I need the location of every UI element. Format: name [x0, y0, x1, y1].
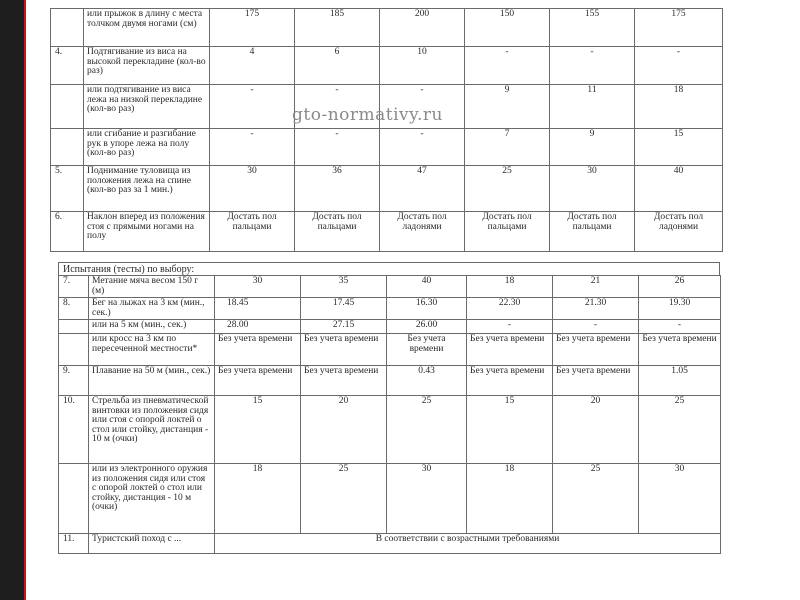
norm-value: 185	[295, 9, 380, 47]
norm-value: 30	[639, 464, 721, 534]
test-name: Туристский поход с ...	[89, 534, 215, 554]
norm-value: 25	[465, 166, 550, 212]
row-number	[51, 85, 84, 129]
table-row	[51, 212, 723, 252]
norm-value: Без учета времени	[301, 334, 387, 366]
norm-value: 30	[550, 166, 635, 212]
row-number: 6.	[51, 212, 84, 252]
row-number	[51, 129, 84, 166]
norm-value: 16.30	[387, 298, 467, 320]
table-row	[59, 276, 721, 298]
row-number: 11.	[59, 534, 89, 554]
row-number: 9.	[59, 366, 89, 396]
table-row	[59, 298, 721, 320]
norm-value: 175	[210, 9, 295, 47]
table-row	[59, 320, 721, 334]
table-row	[59, 334, 721, 366]
norm-value: 21.30	[553, 298, 639, 320]
norm-value: -	[467, 320, 553, 334]
norm-value: 10	[380, 47, 465, 85]
row-number: 10.	[59, 396, 89, 464]
norm-value: -	[295, 85, 380, 129]
norm-value: 15	[635, 129, 723, 166]
norm-value: 18	[467, 464, 553, 534]
norm-value: -	[210, 129, 295, 166]
norm-value: -	[553, 320, 639, 334]
norm-value: 22.30	[467, 298, 553, 320]
table-row	[51, 47, 723, 85]
row-number	[51, 9, 84, 47]
norm-value: Достать пол пальцами	[465, 212, 550, 252]
table-row	[59, 396, 721, 464]
test-name: Бег на лыжах на 3 км (мин., сек.)	[89, 298, 215, 320]
test-name: Метание мяча весом 150 г (м)	[89, 276, 215, 298]
merged-requirement: В соответствии с возрастными требованиями	[215, 534, 721, 554]
norm-value: 25	[639, 396, 721, 464]
norm-value: Достать пол пальцами	[210, 212, 295, 252]
test-name: или из электронного оружия из положения сидя или стоя с опорой локтей о стол или стойку, дистанция - 10 м (очки)	[89, 464, 215, 534]
table-row	[59, 366, 721, 396]
norm-value: 20	[553, 396, 639, 464]
norm-value: 18	[635, 85, 723, 129]
table-row	[59, 464, 721, 534]
test-name: или подтягивание из виса лежа на низкой перекладине (кол-во раз)	[84, 85, 210, 129]
norm-value: 25	[553, 464, 639, 534]
norm-value: Достать пол ладонями	[635, 212, 723, 252]
row-number: 8.	[59, 298, 89, 320]
norm-value: 175	[635, 9, 723, 47]
norm-value: -	[635, 47, 723, 85]
test-name: Плавание на 50 м (мин., сек.)	[89, 366, 215, 396]
table-row	[59, 534, 721, 554]
norm-value: 19.30	[639, 298, 721, 320]
test-name: или сгибание и разгибание рук в упоре лежа на полу (кол-во раз)	[84, 129, 210, 166]
norm-value: 155	[550, 9, 635, 47]
norm-value: 200	[380, 9, 465, 47]
norm-value: 20	[301, 396, 387, 464]
norm-value: 6	[295, 47, 380, 85]
norm-value: -	[550, 47, 635, 85]
norm-value: -	[380, 85, 465, 129]
norm-value: 15	[467, 396, 553, 464]
norms-table-main	[50, 8, 723, 252]
norm-value: Без учета времени	[215, 334, 301, 366]
norm-value: -	[295, 129, 380, 166]
norm-value: Достать пол пальцами	[295, 212, 380, 252]
norm-value: -	[465, 47, 550, 85]
test-name: Наклон вперед из положения стоя с прямыми ногами на полу	[84, 212, 210, 252]
norm-value: 25	[387, 396, 467, 464]
optional-tests-block	[58, 262, 720, 554]
norm-value: 36	[295, 166, 380, 212]
test-name: Поднимание туловища из положения лежа на спине (кол-во раз за 1 мин.)	[84, 166, 210, 212]
norm-value: 30	[387, 464, 467, 534]
row-number: 4.	[51, 47, 84, 85]
watermark-text: gto-normativy.ru	[292, 105, 443, 125]
row-number	[59, 320, 89, 334]
table-row	[51, 129, 723, 166]
norm-value: 18.45	[215, 298, 301, 320]
norm-value: 1.05	[639, 366, 721, 396]
norm-value: 21	[553, 276, 639, 298]
table-row	[51, 166, 723, 212]
norm-value: -	[639, 320, 721, 334]
table-row	[51, 9, 723, 47]
optional-tests-header: Испытания (тесты) по выбору:	[58, 262, 720, 275]
norm-value: Достать пол пальцами	[550, 212, 635, 252]
norm-value: Без учета времени	[215, 366, 301, 396]
test-name: Стрельба из пневматической винтовки из положения сидя или стоя с опорой локтей о стол или стойку, дистанция - 10 м (очки)	[89, 396, 215, 464]
norm-value: 7	[465, 129, 550, 166]
norm-value: Без учета времени	[467, 366, 553, 396]
norm-value: 18	[467, 276, 553, 298]
norm-value: Достать пол ладонями	[380, 212, 465, 252]
norm-value: Без учета времени	[553, 334, 639, 366]
row-number: 7.	[59, 276, 89, 298]
norm-value: 35	[301, 276, 387, 298]
test-name: или кросс на 3 км по пересеченной местности*	[89, 334, 215, 366]
norm-value: Без учета времени	[553, 366, 639, 396]
norm-value: 30	[215, 276, 301, 298]
norm-value: Без учета времени	[467, 334, 553, 366]
norm-value: -	[210, 85, 295, 129]
norm-value: 26.00	[387, 320, 467, 334]
test-name: или прыжок в длину с места толчком двумя ногами (см)	[84, 9, 210, 47]
left-dark-bar	[0, 0, 24, 600]
norm-value: 18	[215, 464, 301, 534]
norm-value: 26	[639, 276, 721, 298]
norm-value: 17.45	[301, 298, 387, 320]
norm-value: 27.15	[301, 320, 387, 334]
norm-value: Без учета времени	[387, 334, 467, 366]
norm-value: 11	[550, 85, 635, 129]
norm-value: 15	[215, 396, 301, 464]
norm-value: 47	[380, 166, 465, 212]
norm-value: 150	[465, 9, 550, 47]
norm-value: 28.00	[215, 320, 301, 334]
optional-tests-table	[58, 275, 721, 554]
norm-value: Без учета времени	[639, 334, 721, 366]
norm-value: 9	[465, 85, 550, 129]
norm-value: 0.43	[387, 366, 467, 396]
norm-value: 9	[550, 129, 635, 166]
norm-value: 30	[210, 166, 295, 212]
test-name: или на 5 км (мин., сек.)	[89, 320, 215, 334]
red-accent-line	[24, 0, 26, 600]
norm-value: 40	[635, 166, 723, 212]
norm-value: -	[380, 129, 465, 166]
row-number	[59, 464, 89, 534]
row-number	[59, 334, 89, 366]
row-number: 5.	[51, 166, 84, 212]
norm-value: 4	[210, 47, 295, 85]
norm-value: Без учета времени	[301, 366, 387, 396]
test-name: Подтягивание из виса на высокой перекладине (кол-во раз)	[84, 47, 210, 85]
norm-value: 25	[301, 464, 387, 534]
norm-value: 40	[387, 276, 467, 298]
